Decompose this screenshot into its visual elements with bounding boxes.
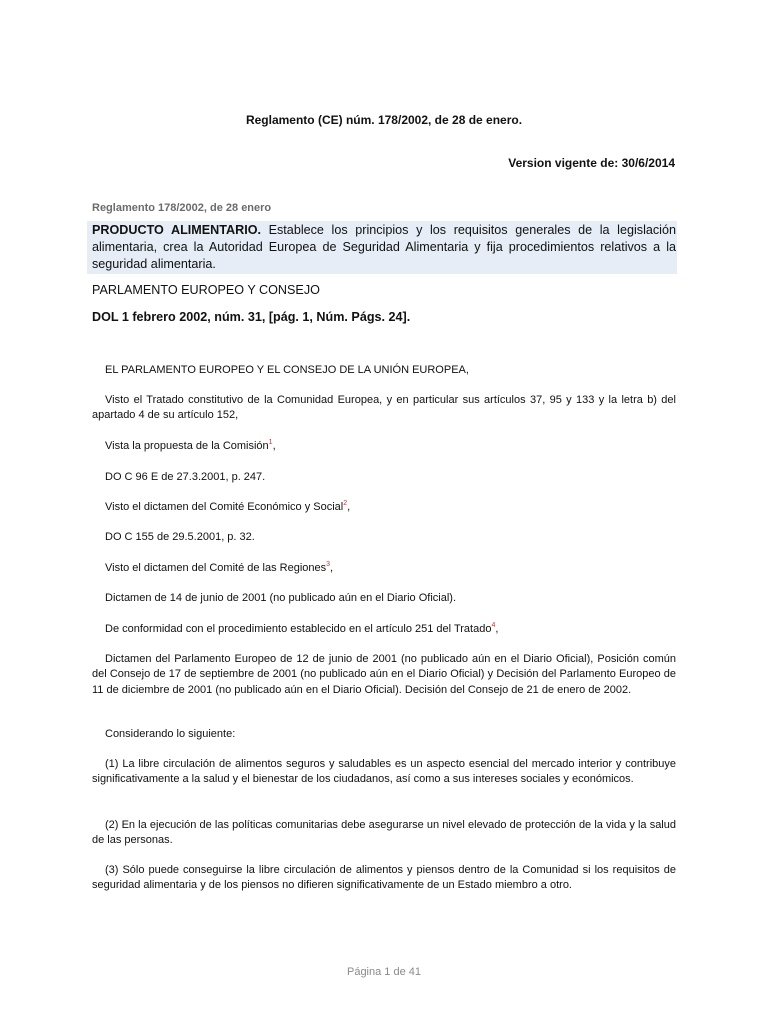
paragraph: Dictamen del Parlamento Europeo de 12 de junio de 2001 (no publicado aún en el Diario Oficial), Posición común del Consejo de 17 de septiembre de 2001 (no publicado aún en el Diario Oficial) y Decisión del Parlamento Europeo de 11 de diciembre de 2001 (no publicado aún en el Diario Oficial). Decisión del Consejo de 21 de enero de 2002. [92, 653, 676, 696]
paragraph: (2) En la ejecución de las políticas comunitarias debe asegurarse un nivel elevado de protección de la vida y la salud de las personas. [92, 819, 676, 847]
paragraph: Considerando lo siguiente: [105, 728, 236, 740]
footnote-link-2[interactable]: 2 [343, 500, 348, 507]
paragraph: DO C 155 de 29.5.2001, p. 32. [105, 531, 255, 543]
paragraph: (1) La libre circulación de alimentos seguros y saludables es un aspecto esencial del mercado interior y contribuye significativamente a la salud y el bienestar de los ciudadanos, así como a sus intereses sociales y económicos. [92, 758, 676, 786]
paragraph: Vista la propuesta de la Comisión$^1$, [105, 439, 276, 452]
summary-text: Establece los principios y los requisitos generales de la legislación alimentaria, crea la Autoridad Europea de Seguridad Alimentaria y fija procedimientos relativos a la seguridad alimentaria. [92, 223, 676, 271]
paragraph: EL PARLAMENTO EUROPEO Y EL CONSEJO DE LA UNIÓN EUROPEA, [105, 364, 469, 376]
summary-lead: PRODUCTO ALIMENTARIO. [92, 223, 261, 237]
paragraph: Visto el dictamen del Comité Económico y Social$^2$, [105, 500, 351, 513]
document-title: Reglamento (CE) núm. 178/2002, de 28 de enero. [245, 113, 523, 127]
paragraph: Dictamen de 14 de junio de 2001 (no publicado aún en el Diario Oficial). [105, 592, 456, 604]
paragraph: Visto el Tratado constitutivo de la Comunidad Europea, y en particular sus artículos 37, 95 y 133 y la letra b) del apartado 4 de su artículo 152, [92, 394, 676, 422]
page-number: Página 1 de 41 [346, 966, 421, 978]
footnote-link-3[interactable]: 3 [326, 561, 331, 568]
paragraph: Visto el dictamen del Comité de las Regiones$^3$, [105, 561, 334, 574]
footnote-link-1[interactable]: 1 [268, 439, 273, 446]
regulation-reference: Reglamento 178/2002, de 28 enero [92, 202, 272, 214]
issuing-authority: PARLAMENTO EUROPEO Y CONSEJO [92, 283, 320, 297]
summary-box [87, 221, 677, 274]
paragraph: De conformidad con el procedimiento establecido en el artículo 251 del Tratado$^4$, [105, 622, 499, 635]
footnote-link-4[interactable]: 4 [491, 622, 496, 629]
paragraph: (3) Sólo puede conseguirse la libre circulación de alimentos y piensos dentro de la Comunidad si los requisitos de seguridad alimentaria y de los piensos no difieren significativamente de un Estado miembro a otro. [92, 864, 676, 892]
publication-reference: DOL 1 febrero 2002, núm. 31, [pág. 1, Núm. Págs. 24]. [92, 310, 411, 324]
paragraph: DO C 96 E de 27.3.2001, p. 247. [105, 471, 266, 483]
version-label: Version vigente de: 30/6/2014 [508, 156, 675, 170]
